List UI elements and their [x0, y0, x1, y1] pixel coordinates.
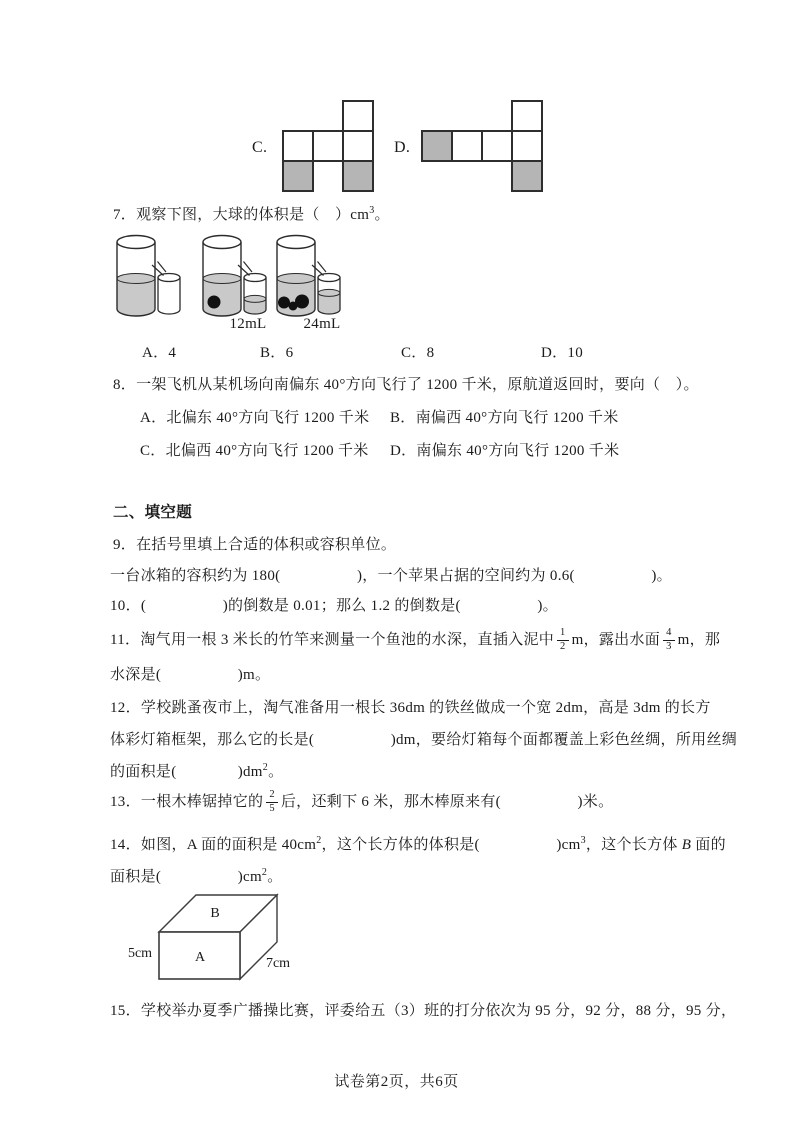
question-11-line1: [110, 622, 720, 658]
cuboid-label-b: B: [210, 906, 220, 921]
beaker-2-volume-label: 12mL: [229, 316, 267, 332]
q7-option-c: C．8: [401, 345, 435, 361]
q7-option-b: B．6: [260, 345, 294, 361]
q14-sup-1: 2: [316, 835, 322, 846]
question-11-line2: 水深是( )m。: [110, 667, 271, 683]
net-square: [342, 100, 374, 132]
cup-water-surface: [244, 295, 266, 302]
section-2-title: 二、填空题: [113, 504, 193, 521]
q14-face-b-letter: B: [681, 837, 692, 853]
cube-net-c: [282, 100, 404, 192]
ball: [295, 295, 309, 309]
beaker-figure-1: [112, 231, 207, 328]
q13-text-2: 后，还剩下 6 米，那木棒原来有( )米。: [280, 794, 614, 810]
water-surface: [203, 274, 241, 284]
net-square: [451, 130, 483, 162]
question-13-stem: [110, 784, 613, 820]
q8-option-c: C．北偏西 40°方向飞行 1200 千米: [140, 443, 369, 459]
water-surface: [117, 274, 155, 284]
net-square: [481, 130, 513, 162]
net-c-label: C.: [252, 139, 268, 156]
fraction-four-thirds: [663, 627, 675, 653]
page-footer: 试卷第2页，共6页: [334, 1074, 459, 1090]
fraction-denominator: 3: [663, 640, 675, 654]
q8-option-d: D．南偏东 40°方向飞行 1200 千米: [390, 443, 620, 459]
net-square-shaded: [342, 160, 374, 192]
q12-text-3: 的面积是( )dm: [110, 764, 263, 780]
question-9-blanks-line: 一台冰箱的容积约为 180( )，一个苹果占据的空间约为 0.6( )。: [110, 568, 672, 584]
q14-text-2: ，这个长方体的体积是( )cm: [321, 837, 581, 853]
q14-text-5: 面积是( )cm: [110, 869, 262, 885]
cuboid-figure: [112, 886, 362, 986]
net-square: [312, 130, 344, 162]
cup-body: [158, 278, 180, 315]
fraction-denominator: 2: [557, 640, 569, 654]
q7-option-a: A．4: [142, 345, 177, 361]
beaker-svg-3: [272, 231, 367, 323]
q14-text-end: 。: [267, 869, 283, 885]
fraction-one-half: [557, 627, 569, 653]
question-14-line2: [110, 868, 283, 887]
q12-text-end: 。: [268, 764, 284, 780]
question-8-stem: 8．一架飞机从某机场向南偏东 40°方向飞行了 1200 千米，原航道返回时，要向（ ）。: [113, 377, 699, 393]
net-square: [342, 130, 374, 162]
question-9-stem: 9．在括号里填上合适的体积或容积单位。: [113, 537, 397, 553]
question-14-line1: [110, 836, 726, 855]
q7-option-d: D．10: [541, 345, 584, 361]
cuboid-label-a: A: [194, 950, 206, 965]
q11-text-2: m，露出水面: [571, 632, 661, 648]
question-12-line2: 体彩灯箱框架，那么它的长是( )dm，要给灯箱每个面都覆盖上彩色丝绸，所用丝绸: [110, 732, 738, 748]
large-cylinder-water: [203, 279, 241, 317]
large-cylinder-mouth: [117, 236, 155, 249]
water-surface: [277, 274, 315, 284]
ball: [278, 297, 290, 309]
net-d-label: D.: [394, 139, 411, 156]
q13-text-1: 13．一根木棒锯掉它的: [110, 794, 264, 810]
q14-sup-3: 2: [261, 867, 268, 878]
beaker-svg-1: [112, 231, 207, 323]
fraction-two-fifths: [266, 789, 278, 815]
q14-text-1: 14．如图，A 面的面积是 40cm: [110, 837, 317, 853]
q12-sup: 2: [262, 762, 269, 773]
net-square: [511, 100, 543, 132]
cuboid-height-label: 5cm: [127, 946, 153, 961]
net-square: [511, 130, 543, 162]
q14-text-4: 面的: [691, 837, 726, 853]
question-7-stem: [113, 206, 390, 225]
q11-text-1: 11．淘气用一根 3 米长的竹竿来测量一个鱼池的水深，直插入泥中: [110, 632, 555, 648]
net-square-shaded: [421, 130, 453, 162]
large-cylinder-mouth: [203, 236, 241, 249]
q14-text-3: ，这个长方体: [585, 837, 682, 853]
q7-stem-text: 7．观察下图，大球的体积是（ ）cm: [113, 207, 370, 223]
question-12-line3: [110, 763, 283, 782]
fraction-denominator: 5: [266, 802, 278, 816]
q7-stem-end: 。: [374, 207, 390, 223]
large-cylinder-water: [117, 279, 155, 317]
q7-stem-sup: 3: [369, 205, 375, 216]
beaker-figure-3: [272, 231, 367, 328]
q8-option-b: B．南偏西 40°方向飞行 1200 千米: [390, 410, 619, 426]
ball: [208, 296, 221, 309]
question-10-stem: 10．( )的倒数是 0.01；那么 1.2 的倒数是( )。: [110, 598, 558, 614]
beaker-3-volume-label: 24mL: [303, 316, 341, 332]
fraction-numerator: 2: [269, 789, 275, 801]
fraction-numerator: 1: [560, 627, 566, 639]
q14-sup-2: 3: [580, 835, 586, 846]
large-cylinder-mouth: [277, 236, 315, 249]
net-square-shaded: [282, 160, 314, 192]
fraction-numerator: 4: [666, 627, 672, 639]
net-square: [282, 130, 314, 162]
q11-text-3: m，那: [677, 632, 721, 648]
q8-option-a: A．北偏东 40°方向飞行 1200 千米: [140, 410, 370, 426]
question-12-line1: 12．学校跳蚤夜市上，淘气准备用一根长 36dm 的铁丝做成一个宽 2dm，高是 3dm 的长方: [110, 700, 711, 716]
cup-water-surface: [318, 289, 340, 296]
cuboid-depth-label: 7cm: [265, 956, 291, 971]
cube-net-d: [421, 100, 573, 192]
question-15-stem: 15．学校举办夏季广播操比赛，评委给五（3）班的打分依次为 95 分，92 分，88 分，95 分，: [110, 1003, 737, 1019]
net-square-shaded: [511, 160, 543, 192]
